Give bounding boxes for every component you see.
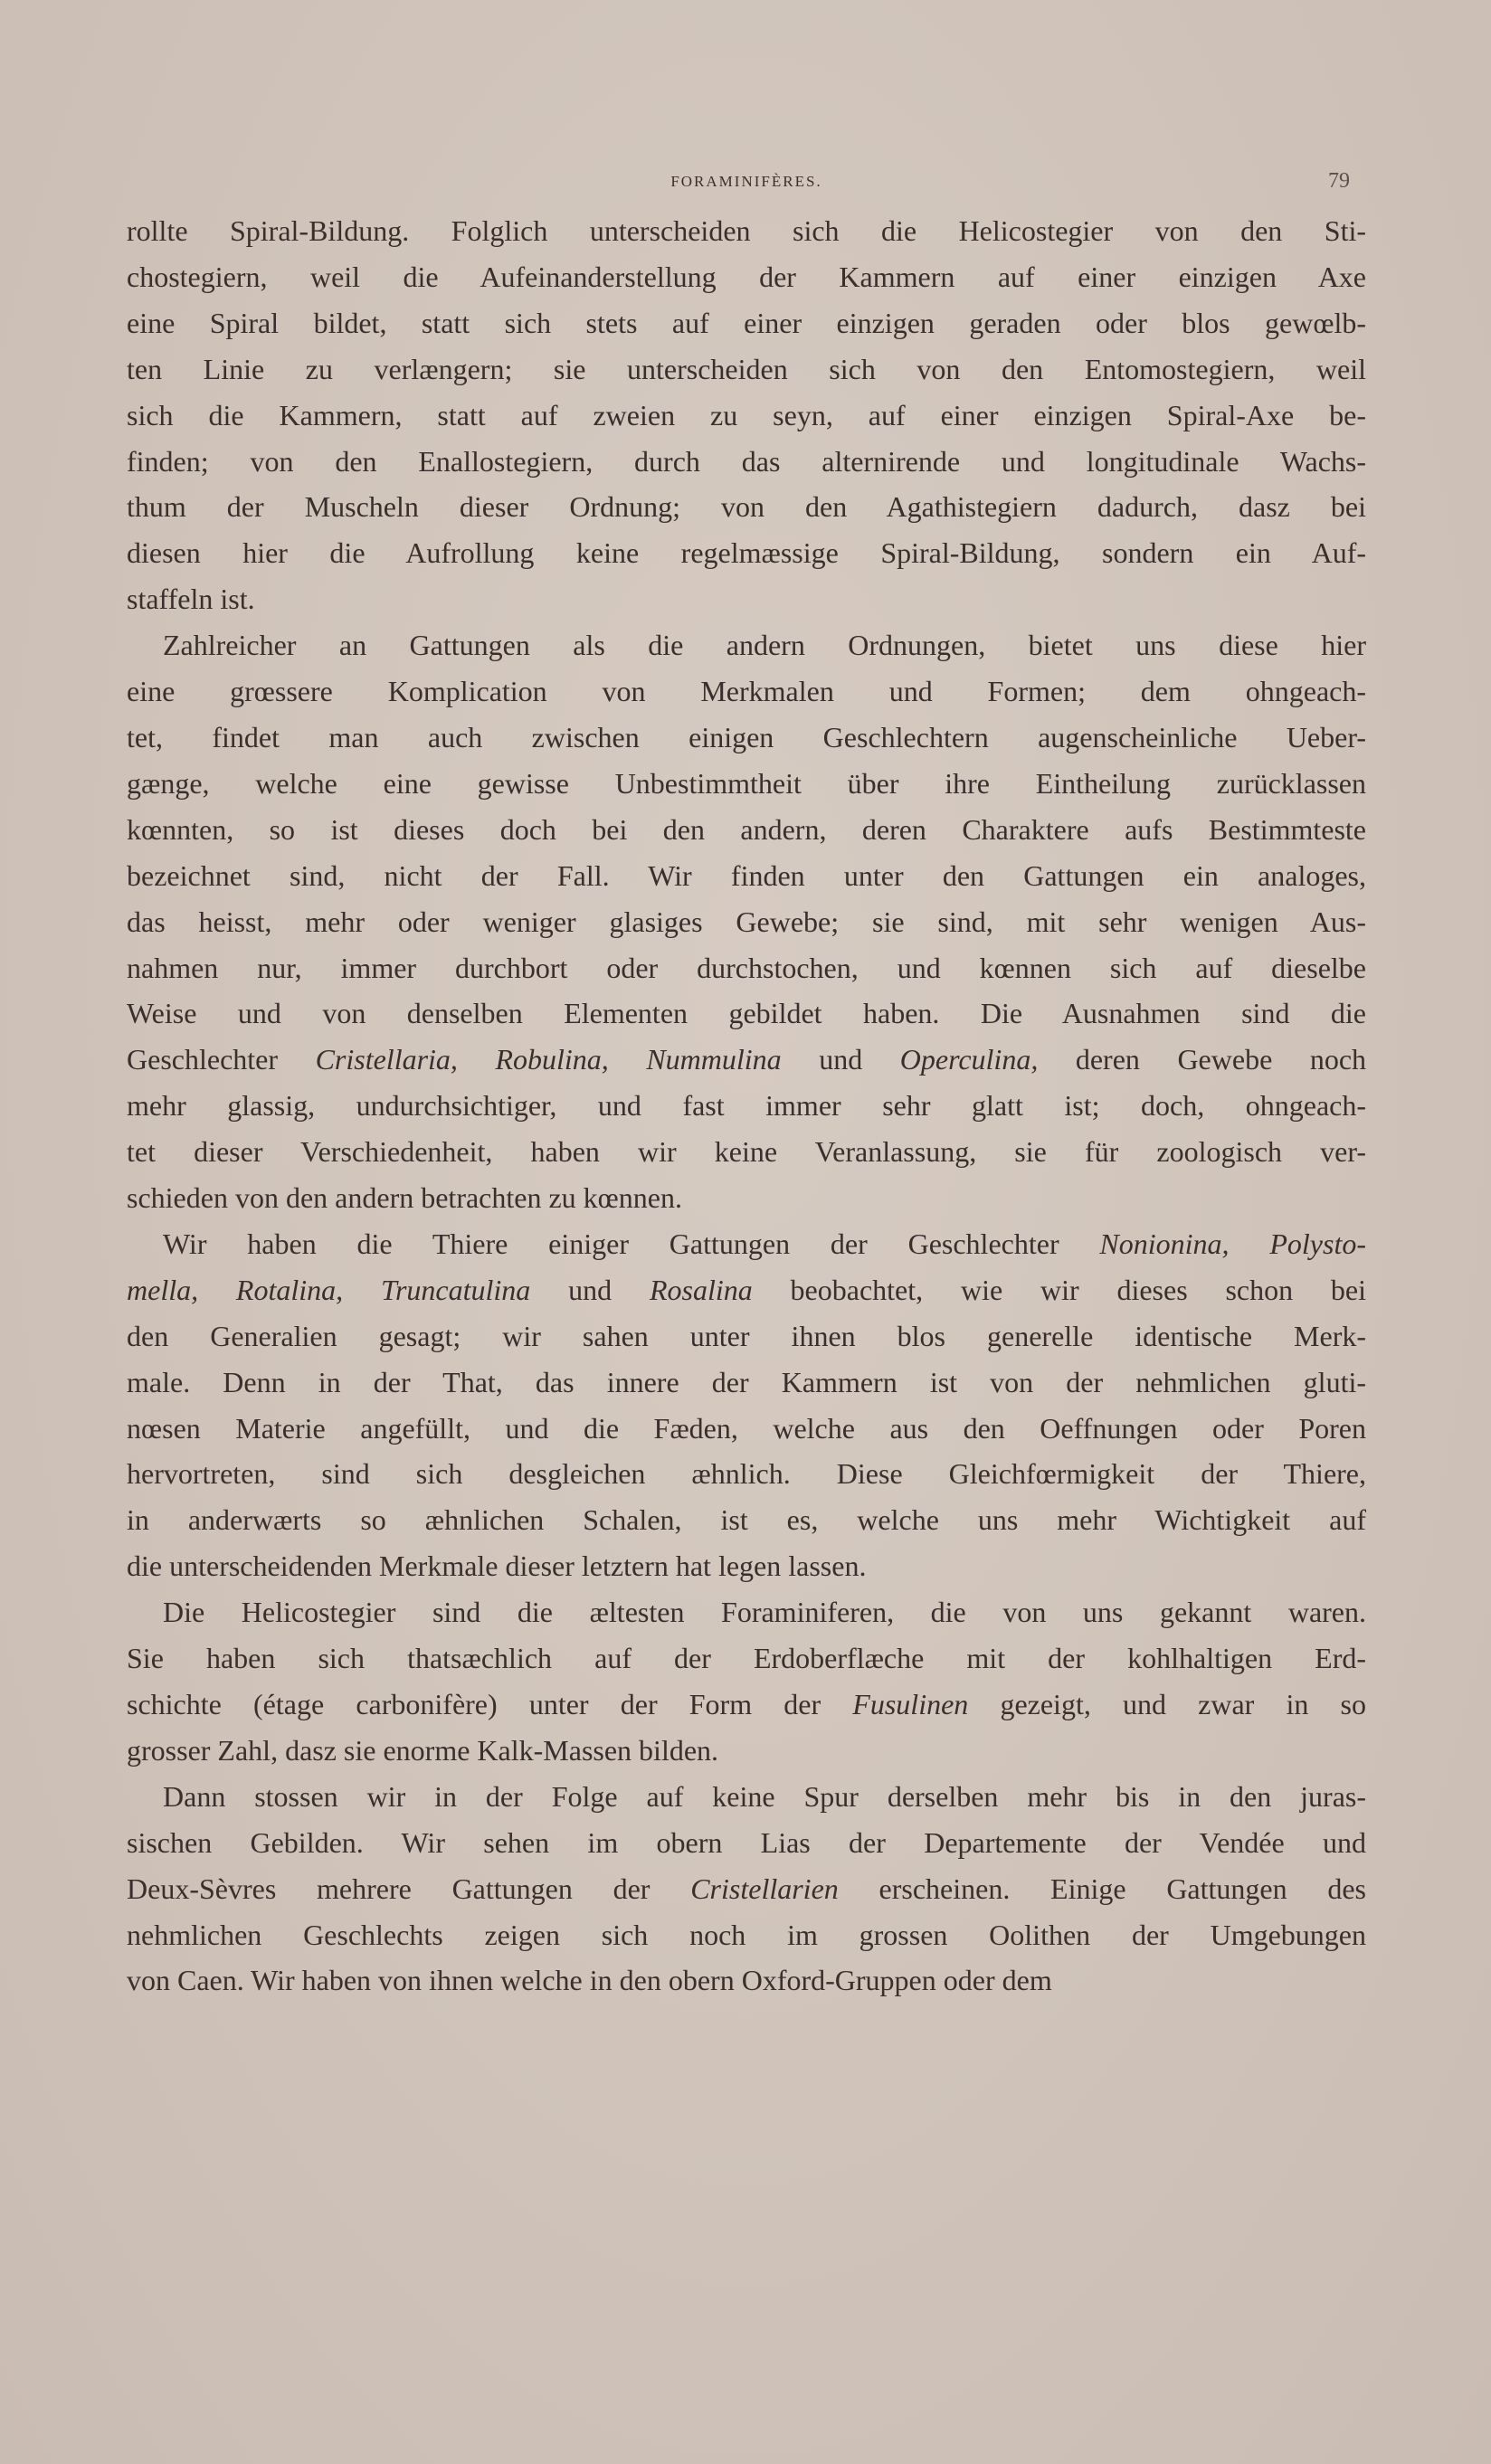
text-line <box>127 1313 1366 1360</box>
text-run: Die Helicostegier sind die æltesten Foraminiferen, die von uns gekannt waren. <box>163 1596 1366 1629</box>
text-line <box>127 1682 1366 1728</box>
text-run: nahmen nur, immer durchbort oder durchstochen, und kœnnen sich auf dieselbe <box>127 951 1366 984</box>
text-run: schieden von den andern betrachten zu kœnnen. <box>127 1181 682 1215</box>
text-line <box>127 1406 1366 1452</box>
text-run: in anderwærts so æhnlichen Schalen, ist es, welche uns mehr Wichtigkeit auf <box>127 1503 1366 1537</box>
text-line <box>127 761 1366 807</box>
text-run: thum der Muscheln dieser Ordnung; von den Agathistegiern dadurch, dasz bei <box>127 490 1366 524</box>
italic-term: Fusulinen <box>852 1688 969 1720</box>
text-line <box>127 254 1366 300</box>
text-line <box>127 1774 1366 1820</box>
text-line <box>127 346 1366 393</box>
paragraph <box>127 1589 1366 1774</box>
text-run: das heisst, mehr oder weniger glasiges Gewebe; sie sind, mit sehr wenigen Aus- <box>127 905 1366 938</box>
text-line <box>127 945 1366 991</box>
text-run: Geschlechter <box>127 1043 316 1076</box>
text-line <box>127 807 1366 853</box>
text-line <box>127 1866 1366 1912</box>
text-line <box>127 1728 1366 1774</box>
text-run: finden; von den Enallostegiern, durch das alternirende und longitudinale Wachs- <box>127 444 1366 478</box>
text-run: und <box>781 1043 900 1076</box>
text-line <box>127 1957 1366 2004</box>
text-run: bezeichnet sind, nicht der Fall. Wir finden unter den Gattungen ein analoges, <box>127 858 1366 892</box>
text-line <box>127 208 1366 254</box>
text-run: eine grœssere Komplication von Merkmalen und Formen; dem ohngeach- <box>127 675 1366 708</box>
text-line <box>127 1589 1366 1635</box>
running-title: FORAMINIFÈRES. <box>670 173 822 190</box>
text-run: den Generalien gesagt; wir sahen unter ihnen blos generelle identische Merk- <box>127 1319 1366 1352</box>
page-number: 79 <box>1328 169 1350 193</box>
text-run: mehr glassig, undurchsichtiger, und fast immer sehr glatt ist; doch, ohngeach- <box>127 1089 1366 1123</box>
text-run: Dann stossen wir in der Folge auf keine Spur derselben mehr bis in den juras- <box>163 1779 1366 1813</box>
text-run: erscheinen. Einige Gattungen des <box>838 1872 1366 1905</box>
text-run: diesen hier die Aufrollung keine regelmæssige Spiral-Bildung, sondern ein Auf- <box>127 536 1366 570</box>
text-run: male. Denn in der That, das innere der Kammern ist von der nehmlichen gluti- <box>127 1365 1366 1398</box>
text-run: rollte Spiral-Bildung. Folglich unterscheiden sich die Helicostegier von den Sti- <box>127 214 1366 247</box>
text-line <box>127 576 1366 622</box>
text-line <box>127 853 1366 899</box>
text-line <box>127 530 1366 576</box>
text-run: eine Spiral bildet, statt sich stets auf einer einzigen geraden oder blos gewœlb- <box>127 306 1366 339</box>
text-run: tet dieser Verschiedenheit, haben wir keine Veranlassung, sie für zoologisch ver- <box>127 1135 1366 1169</box>
paragraph <box>127 1221 1366 1589</box>
text-run: und <box>530 1273 650 1306</box>
text-run: Weise und von denselben Elementen gebildet haben. Die Ausnahmen sind die <box>127 997 1366 1030</box>
text-line <box>127 1083 1366 1129</box>
text-run: Sie haben sich thatsæchlich auf der Erdoberflæche mit der kohlhaltigen Erd- <box>127 1642 1366 1675</box>
text-line <box>127 1129 1366 1175</box>
text-run: Zahlreicher an Gattungen als die andern Ordnungen, bietet uns diese hier <box>163 629 1366 662</box>
text-line <box>127 1543 1366 1589</box>
text-run: chostegiern, weil die Aufeinanderstellung der Kammern auf einer einzigen Axe <box>127 260 1366 293</box>
paragraph <box>127 1774 1366 2004</box>
text-run: die unterscheidenden Merkmale dieser letztern hat legen lassen. <box>127 1549 867 1583</box>
italic-term: Rosalina <box>649 1273 753 1306</box>
text-line <box>127 622 1366 668</box>
text-line <box>127 484 1366 530</box>
text-run: Wir haben die Thiere einiger Gattungen der Geschlechter <box>163 1227 1100 1260</box>
text-line <box>127 300 1366 346</box>
text-run: schichte (étage carbonifère) unter der Form der <box>127 1688 853 1720</box>
text-run: kœnnten, so ist dieses doch bei den andern, deren Charaktere aufs Bestimmteste <box>127 812 1366 846</box>
italic-term: Cristellaria, Robulina, Nummulina <box>315 1043 782 1076</box>
text-run: beobachtet, wie wir dieses schon bei <box>752 1273 1366 1306</box>
text-run: hervortreten, sind sich desgleichen æhnlich. Diese Gleichfœrmigkeit der Thiere, <box>127 1457 1366 1491</box>
text-line <box>127 1451 1366 1497</box>
text-run: deren Gewebe noch <box>1038 1043 1366 1076</box>
italic-term: Cristellarien <box>690 1872 839 1905</box>
text-run: sischen Gebilden. Wir sehen im obern Lias der Departemente der Vendée und <box>127 1825 1366 1859</box>
text-line <box>127 899 1366 945</box>
text-run: gezeigt, und zwar in so <box>968 1688 1366 1720</box>
text-line <box>127 1820 1366 1866</box>
text-line <box>127 1221 1366 1267</box>
text-line <box>127 1360 1366 1406</box>
paragraph <box>127 208 1366 622</box>
text-line <box>127 1037 1366 1083</box>
text-line <box>127 990 1366 1037</box>
text-line <box>127 1175 1366 1221</box>
italic-term: Operculina, <box>899 1043 1039 1076</box>
text-line <box>127 1635 1366 1682</box>
text-line <box>127 668 1366 715</box>
text-run: staffeln ist. <box>127 583 255 616</box>
body-text <box>127 208 1366 2004</box>
text-line <box>127 1497 1366 1543</box>
paragraph <box>127 622 1366 1221</box>
text-run: von Caen. Wir haben von ihnen welche in den obern Oxford-Gruppen oder dem <box>127 1964 1052 1997</box>
text-run: sich die Kammern, statt auf zweien zu seyn, auf einer einzigen Spiral-Axe be- <box>127 398 1366 431</box>
text-line <box>127 1267 1366 1313</box>
italic-term: Nonionina, Polysto- <box>1099 1227 1366 1260</box>
text-run: gænge, welche eine gewisse Unbestimmtheit über ihre Eintheilung zurücklassen <box>127 766 1366 800</box>
text-run: nehmlichen Geschlechts zeigen sich noch im grossen Oolithen der Umgebungen <box>127 1918 1366 1951</box>
text-run: tet, findet man auch zwischen einigen Geschlechtern augenscheinliche Ueber- <box>127 720 1366 753</box>
text-line <box>127 393 1366 439</box>
text-line <box>127 715 1366 761</box>
running-head <box>127 169 1366 194</box>
text-run: ten Linie zu verlængern; sie unterscheiden sich von den Entomostegiern, weil <box>127 352 1366 385</box>
text-run: grosser Zahl, dasz sie enorme Kalk-Massen bilden. <box>127 1733 719 1767</box>
italic-term: mella, Rotalina, Truncatulina <box>127 1273 531 1306</box>
text-run: nœsen Materie angefüllt, und die Fæden, welche aus den Oeffnungen oder Poren <box>127 1411 1366 1445</box>
text-line <box>127 439 1366 485</box>
text-line <box>127 1912 1366 1958</box>
text-run: Deux-Sèvres mehrere Gattungen der <box>127 1872 691 1905</box>
